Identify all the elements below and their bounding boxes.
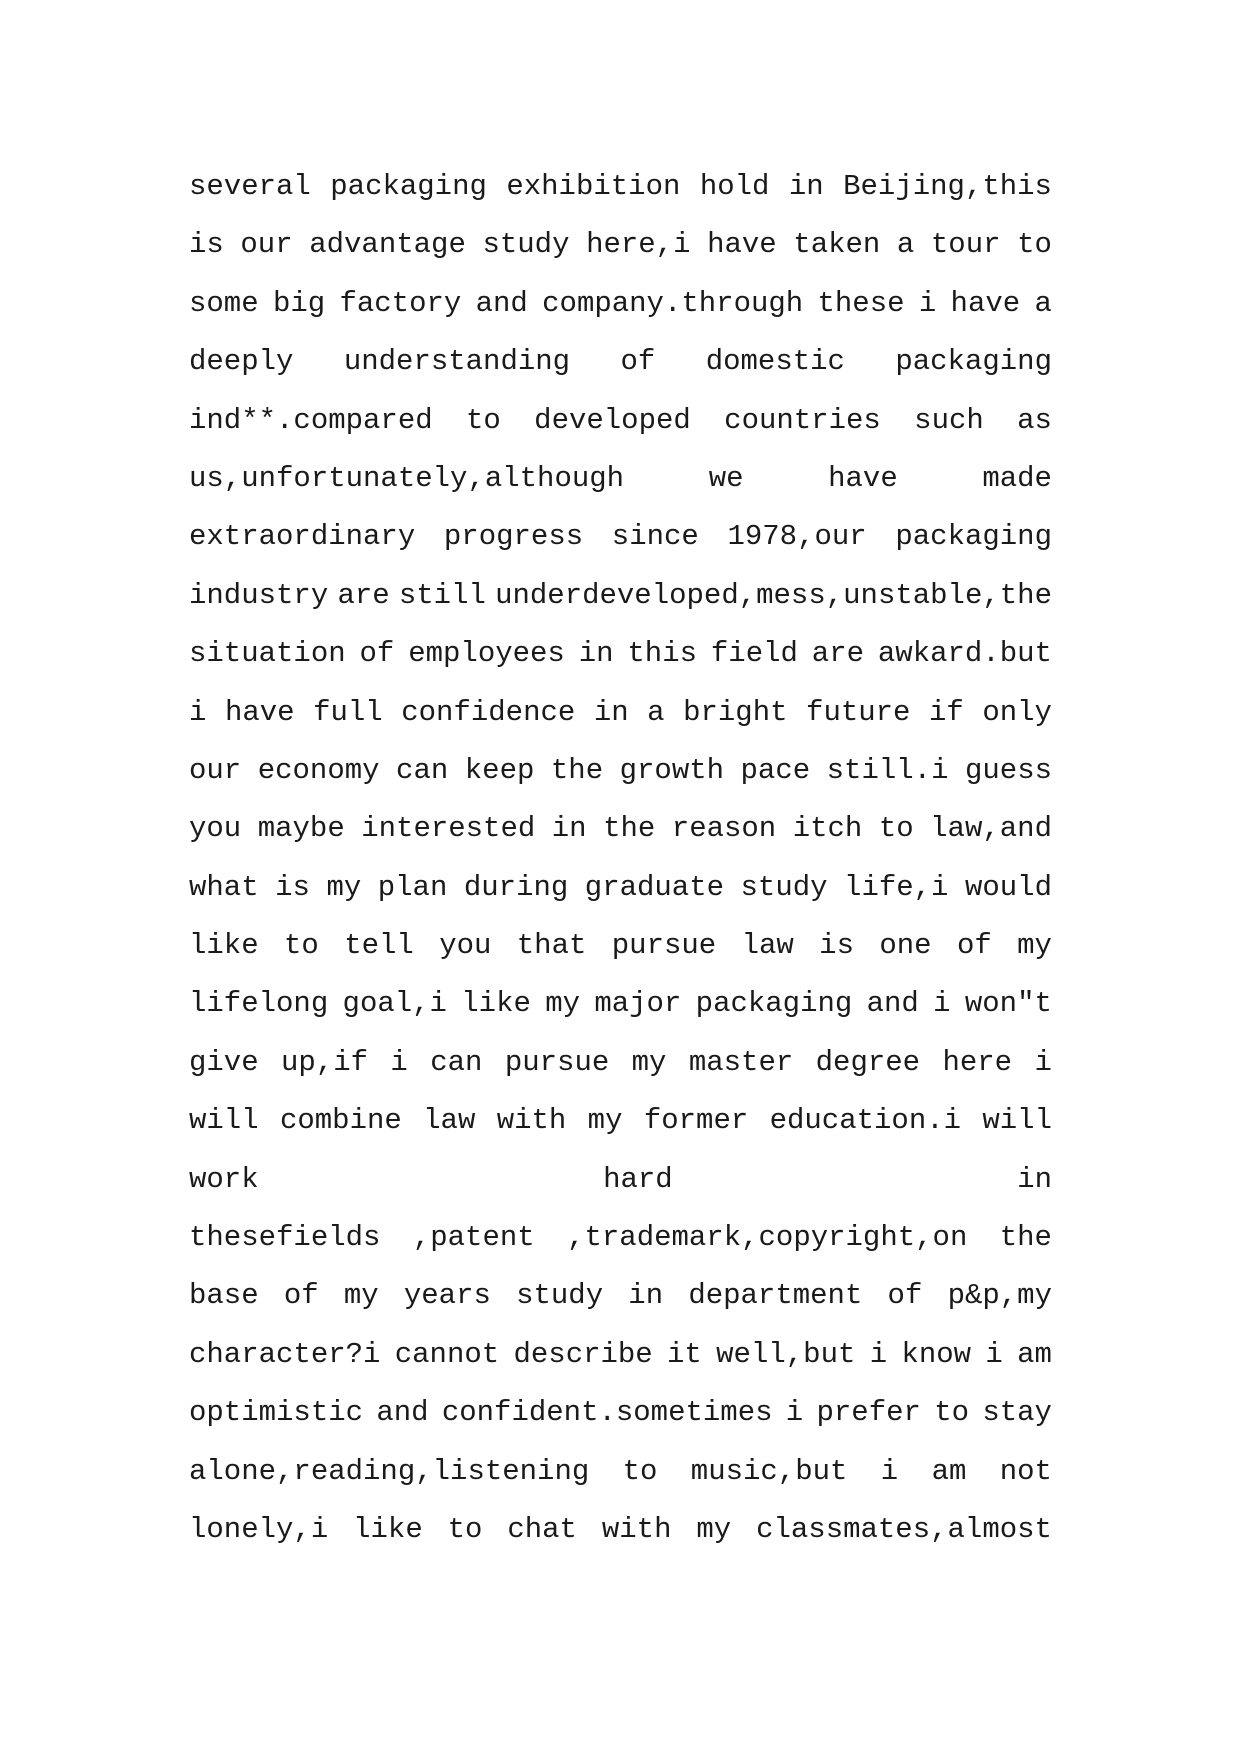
text-word: field: [710, 637, 798, 671]
text-word: i: [880, 1454, 899, 1488]
text-line: [189, 450, 1052, 508]
text-word: full: [313, 695, 383, 729]
text-word: study: [516, 1279, 604, 1313]
text-line: [189, 216, 1052, 274]
text-word: law: [741, 929, 794, 963]
text-line: [189, 1034, 1052, 1092]
text-word: in: [1017, 1162, 1052, 1196]
text-line: [189, 508, 1052, 566]
text-word: you: [439, 929, 492, 963]
text-word: describe: [513, 1337, 653, 1371]
text-word: during: [463, 870, 569, 904]
text-line: [189, 392, 1052, 450]
text-word: big: [272, 286, 326, 320]
text-word: deeply: [189, 345, 294, 379]
text-word: i: [1034, 1045, 1052, 1079]
text-word: my: [343, 1279, 379, 1313]
text-word: i: [933, 987, 951, 1021]
text-word: our: [189, 753, 242, 787]
text-word: Beijing,this: [843, 170, 1052, 203]
text-word: one: [879, 929, 932, 963]
text-word: degree: [815, 1045, 921, 1079]
text-word: law: [423, 1104, 476, 1138]
text-word: the: [999, 1221, 1052, 1255]
text-line: [189, 742, 1052, 800]
text-word: up,if: [281, 1045, 369, 1079]
text-word: give: [189, 1045, 259, 1079]
text-word: a: [896, 228, 915, 262]
text-word: my: [696, 1512, 732, 1546]
text-word: what: [189, 870, 259, 904]
text-word: packaging: [695, 987, 853, 1021]
text-line: [189, 275, 1052, 333]
text-word: and: [376, 1396, 429, 1430]
text-word: my: [631, 1045, 667, 1079]
text-word: you: [189, 812, 242, 846]
text-word: if: [929, 695, 964, 729]
text-word: packaging: [330, 170, 487, 203]
text-word: several: [189, 170, 311, 203]
text-line: [189, 975, 1052, 1033]
text-word: thesefields: [189, 1221, 381, 1255]
text-word: department: [688, 1279, 863, 1313]
text-word: combine: [279, 1104, 402, 1138]
text-word: the: [550, 753, 604, 787]
text-word: guess: [964, 753, 1052, 787]
text-word: to: [934, 1396, 970, 1430]
text-word: hold: [699, 170, 770, 203]
text-word: to: [447, 1512, 483, 1546]
text-word: our: [240, 228, 293, 262]
text-word: like: [461, 987, 531, 1021]
text-line: [189, 1209, 1052, 1267]
text-word: situation: [189, 637, 346, 671]
text-word: only: [982, 695, 1052, 729]
text-word: reason: [671, 812, 777, 846]
text-word: such: [914, 403, 984, 437]
text-word: p&p,my: [947, 1279, 1052, 1313]
text-word: packaging: [895, 520, 1052, 554]
text-line: [189, 1443, 1052, 1501]
text-word: my: [326, 870, 362, 904]
text-word: former: [643, 1104, 749, 1138]
text-word: here: [942, 1045, 1013, 1079]
text-word: study: [482, 228, 570, 262]
text-word: of: [359, 637, 395, 671]
text-word: in: [788, 170, 824, 203]
text-word: employees: [408, 637, 565, 671]
text-word: of: [887, 1279, 923, 1313]
text-word: am: [931, 1454, 967, 1488]
text-line: [189, 1267, 1052, 1325]
text-word: am: [1017, 1337, 1052, 1371]
text-line: [189, 859, 1052, 917]
text-word: chat: [507, 1512, 577, 1546]
text-line: [189, 1092, 1052, 1150]
text-word: i: [390, 1045, 408, 1079]
text-word: still: [398, 578, 486, 612]
text-line: [189, 1501, 1052, 1559]
text-word: like: [189, 929, 259, 963]
text-word: of: [620, 345, 656, 379]
text-line: [189, 684, 1052, 742]
text-word: i: [869, 1337, 888, 1371]
text-word: as: [1017, 403, 1052, 437]
text-word: bright: [683, 695, 788, 729]
text-word: classmates,almost: [756, 1512, 1052, 1546]
text-word: master: [688, 1045, 794, 1079]
text-word: domestic: [705, 345, 845, 379]
text-word: ,trademark,copyright,on: [567, 1221, 968, 1255]
text-word: exhibition: [506, 170, 681, 203]
text-word: ,patent: [412, 1221, 535, 1255]
text-word: to: [622, 1454, 658, 1488]
text-word: in: [551, 812, 587, 846]
text-word: it: [667, 1337, 702, 1371]
text-line: [189, 333, 1052, 391]
text-word: confident.sometimes: [441, 1396, 773, 1430]
text-word: have: [224, 695, 295, 729]
text-word: we: [708, 461, 744, 495]
text-word: not: [999, 1454, 1052, 1488]
text-word: goal,i: [342, 987, 447, 1021]
text-word: graduate: [584, 870, 725, 904]
text-word: and: [475, 286, 528, 320]
text-word: advantage: [309, 228, 466, 262]
text-word: made: [982, 461, 1052, 495]
text-word: in: [628, 1279, 664, 1313]
text-line: [189, 917, 1052, 975]
text-word: prefer: [816, 1396, 921, 1430]
text-word: i: [918, 286, 937, 320]
text-word: is: [189, 228, 224, 262]
text-word: to: [466, 403, 501, 437]
text-word: packaging: [895, 345, 1052, 379]
text-word: to: [1017, 228, 1052, 262]
text-word: keep: [464, 753, 535, 787]
text-word: maybe: [257, 812, 345, 846]
text-word: to: [878, 812, 914, 846]
text-word: well,but: [716, 1337, 856, 1371]
text-word: optimistic: [189, 1396, 364, 1430]
text-word: know: [901, 1337, 972, 1371]
text-word: 1978,our: [727, 520, 867, 554]
text-word: tour: [930, 228, 1001, 262]
text-word: plan: [377, 870, 448, 904]
text-line: [189, 800, 1052, 858]
text-line: [189, 1151, 1052, 1209]
text-word: education.i: [769, 1104, 962, 1138]
text-line: [189, 567, 1052, 625]
text-word: pursue: [504, 1045, 610, 1079]
text-word: in: [578, 637, 614, 671]
text-word: is: [819, 929, 854, 963]
text-word: work: [189, 1162, 259, 1196]
text-word: itch: [792, 812, 863, 846]
text-word: alone,reading,listening: [189, 1454, 590, 1488]
text-word: hard: [603, 1162, 673, 1196]
text-word: awkard.but: [877, 637, 1052, 671]
text-line: [189, 625, 1052, 683]
text-word: are: [811, 637, 865, 671]
text-line: [189, 158, 1052, 216]
text-word: i: [785, 1396, 804, 1430]
text-word: factory: [339, 286, 462, 320]
text-word: have: [707, 228, 777, 262]
text-word: growth: [619, 753, 725, 787]
text-word: and: [866, 987, 919, 1021]
text-word: countries: [724, 403, 881, 437]
text-word: lifelong: [189, 987, 329, 1021]
text-word: in: [593, 695, 629, 729]
text-word: taken: [793, 228, 881, 262]
text-word: with: [496, 1104, 567, 1138]
text-word: these: [817, 286, 905, 320]
text-word: major: [594, 987, 682, 1021]
text-word: my: [545, 987, 581, 1021]
text-word: my: [587, 1104, 623, 1138]
body-text: [189, 158, 1052, 1559]
text-word: pace: [740, 753, 811, 787]
text-word: will: [982, 1104, 1052, 1138]
text-word: this: [627, 637, 698, 671]
text-word: underdeveloped,mess,unstable,the: [495, 578, 1052, 612]
text-word: pursue: [611, 929, 717, 963]
text-word: of: [283, 1279, 319, 1313]
text-word: developed: [534, 403, 691, 437]
text-word: have: [950, 286, 1021, 320]
text-word: can: [396, 753, 449, 787]
text-word: are: [337, 578, 390, 612]
text-word: a: [647, 695, 665, 729]
text-word: company.through: [542, 286, 804, 320]
text-word: economy: [257, 753, 380, 787]
text-line: [189, 1384, 1052, 1442]
text-word: law,and: [930, 812, 1052, 846]
text-word: i: [189, 695, 207, 729]
text-word: can: [430, 1045, 483, 1079]
text-word: have: [828, 461, 898, 495]
text-word: ind**.compared: [189, 403, 433, 437]
text-word: would: [964, 870, 1052, 904]
text-word: with: [601, 1512, 672, 1546]
text-word: since: [611, 520, 699, 554]
text-word: years: [403, 1279, 491, 1313]
text-word: understanding: [343, 345, 571, 379]
text-word: life,i: [844, 870, 949, 904]
text-word: of: [956, 929, 992, 963]
text-word: progress: [443, 520, 584, 554]
text-word: lonely,i: [189, 1512, 329, 1546]
text-word: a: [1034, 286, 1052, 320]
text-word: i: [985, 1337, 1003, 1371]
text-word: tell: [344, 929, 414, 963]
text-word: industry: [189, 578, 329, 612]
text-word: won"t: [964, 987, 1052, 1021]
text-line: [189, 1326, 1052, 1384]
text-word: base: [189, 1279, 259, 1313]
text-word: cannot: [394, 1337, 500, 1371]
text-word: music,but: [690, 1454, 848, 1488]
text-word: that: [516, 929, 587, 963]
text-word: my: [1017, 929, 1052, 963]
text-word: extraordinary: [189, 520, 416, 554]
text-word: like: [353, 1512, 423, 1546]
text-word: study: [740, 870, 828, 904]
text-word: here,i: [586, 228, 691, 262]
text-word: interested: [361, 812, 536, 846]
text-word: still.i: [826, 753, 949, 787]
text-word: some: [189, 286, 259, 320]
text-word: future: [806, 695, 911, 729]
text-word: confidence: [401, 695, 576, 729]
text-word: the: [603, 812, 656, 846]
text-word: to: [284, 929, 319, 963]
text-word: is: [275, 870, 310, 904]
text-word: stay: [982, 1396, 1052, 1430]
text-word: will: [189, 1104, 259, 1138]
text-word: character?i: [189, 1337, 381, 1371]
text-word: us,unfortunately,although: [189, 461, 625, 495]
